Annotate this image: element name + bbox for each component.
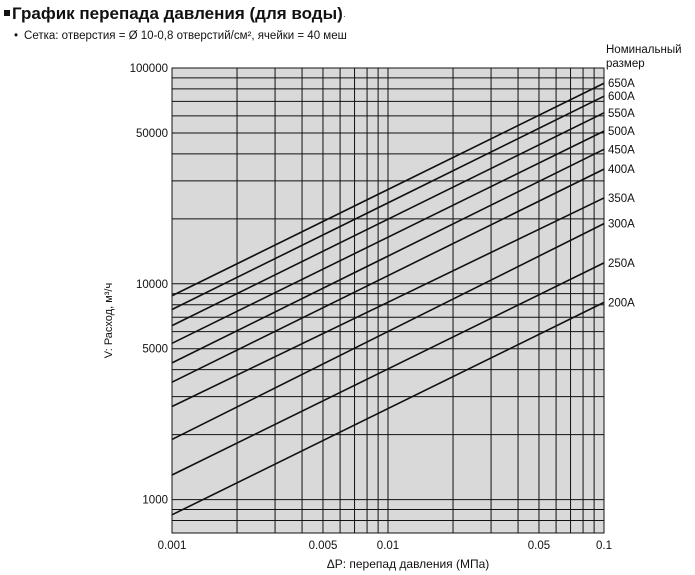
legend-title-line-2: размер [606,58,645,70]
series-label-400A: 400A [608,164,635,177]
y-tick-label: 100000 [129,63,168,75]
y-tick-labels [130,63,168,507]
y-tick-label: 50000 [136,127,168,140]
chart-title-text: График перепада давления (для воды) [12,4,343,23]
series-label-550A: 550A [608,107,635,120]
x-tick-label: 0.005 [308,540,338,552]
x-tick-label: 0.1 [596,540,612,552]
series-label-500A: 500A [608,126,635,139]
x-tick-label: 0.001 [157,540,187,552]
series-label-300A: 300A [608,218,635,231]
series-label-250A: 250A [608,257,635,270]
series-labels [608,78,635,309]
series-label-450A: 450A [608,144,635,157]
series-label-600A: 600A [608,91,635,104]
series-label-200A: 200A [608,297,635,310]
subtitle-text: Сетка: отверстия = Ø 10-0,8 отверстий/см², ячейки = 40 меш [24,30,347,42]
subtitle-bullet: • [14,30,19,42]
y-tick-label: 5000 [142,343,168,356]
y-tick-label: 10000 [136,278,168,291]
x-tick-label: 0.05 [527,540,551,552]
y-tick-label: 1000 [142,494,168,507]
series-label-350A: 350A [608,192,635,205]
y-axis-label: V: Расход, м³/ч [103,282,115,359]
series-label-650A: 650A [608,78,635,91]
x-tick-label: 0.01 [376,540,400,552]
title-trailing-mark: · [342,11,347,22]
x-axis-label: ΔP: перепад давления (МПа) [326,557,490,571]
x-tick-labels [158,540,612,552]
legend-title-line-1: Номинальный [606,44,682,56]
